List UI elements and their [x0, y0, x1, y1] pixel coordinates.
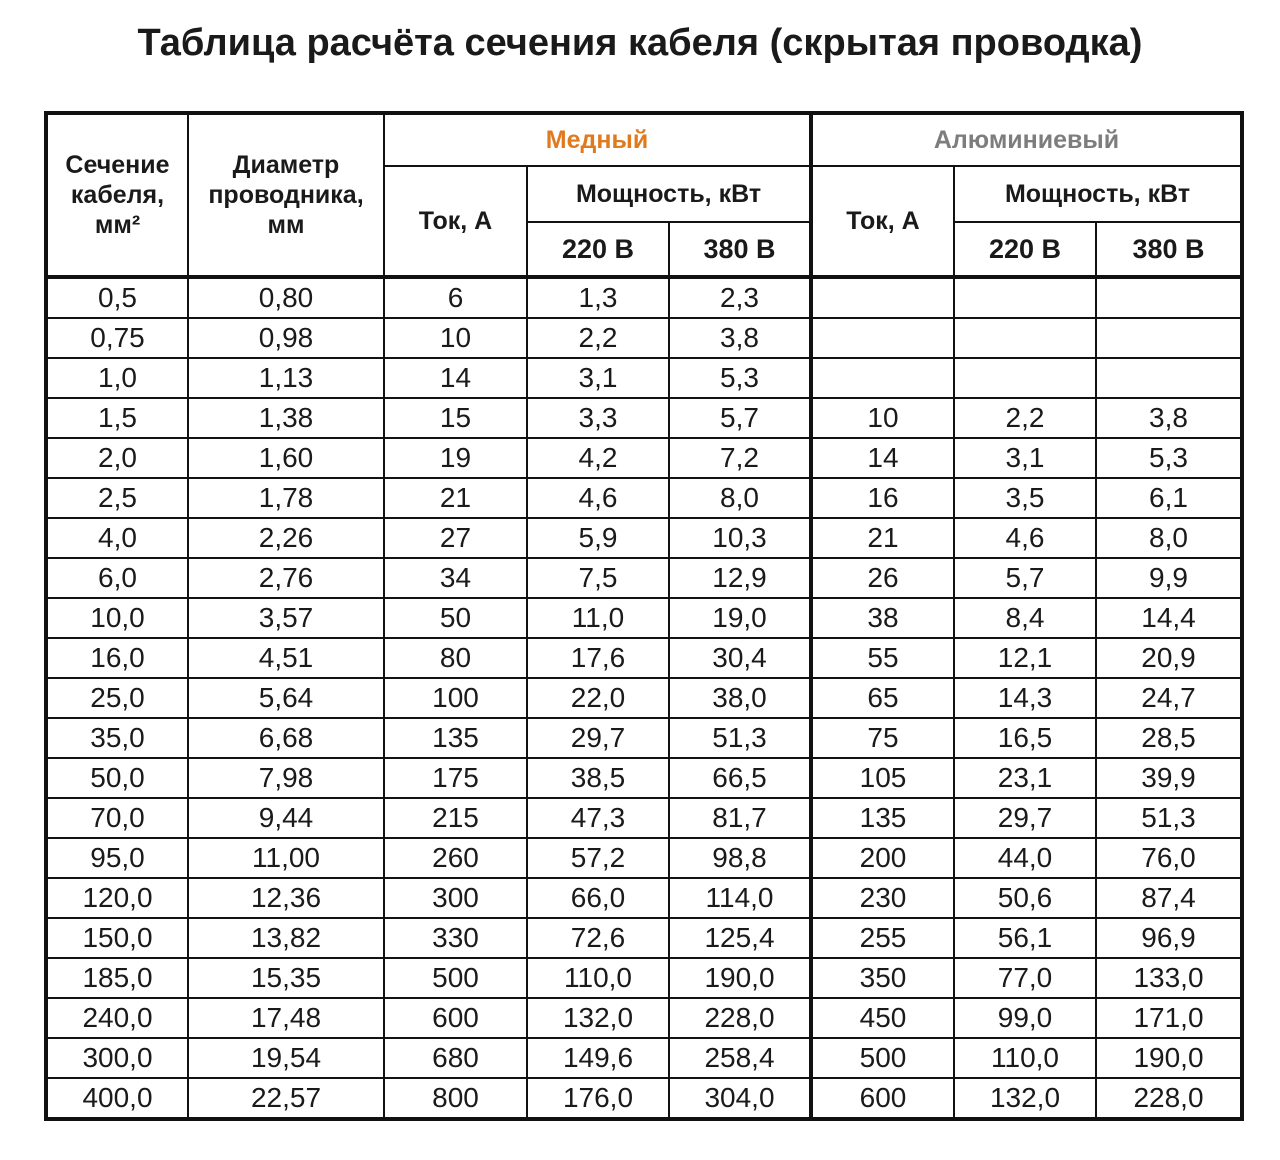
- cell-aluminum-current: 26: [811, 558, 954, 598]
- table-row: [46, 398, 1242, 438]
- cell-diameter: 11,00: [188, 838, 384, 878]
- cell-section: 240,0: [46, 998, 188, 1038]
- cell-copper-380v: 30,4: [669, 638, 811, 678]
- cell-copper-380v: 19,0: [669, 598, 811, 638]
- cell-section: 4,0: [46, 518, 188, 558]
- header-aluminum: Алюминиевый: [811, 113, 1242, 166]
- table-body: [46, 277, 1242, 1119]
- cell-copper-380v: 5,7: [669, 398, 811, 438]
- cell-aluminum-380v: 87,4: [1096, 878, 1242, 918]
- cell-aluminum-220v: 4,6: [954, 518, 1096, 558]
- cell-aluminum-380v: 39,9: [1096, 758, 1242, 798]
- cell-copper-current: 175: [384, 758, 527, 798]
- header-diameter-line1: Диаметр: [232, 151, 340, 179]
- table-row: [46, 358, 1242, 398]
- cell-aluminum-current: [811, 277, 954, 318]
- cell-aluminum-current: 600: [811, 1078, 954, 1119]
- cell-copper-current: 680: [384, 1038, 527, 1078]
- table-row: [46, 277, 1242, 318]
- cell-copper-220v: 176,0: [527, 1078, 669, 1119]
- cell-copper-380v: 98,8: [669, 838, 811, 878]
- cell-copper-220v: 72,6: [527, 918, 669, 958]
- cell-aluminum-380v: 96,9: [1096, 918, 1242, 958]
- cell-diameter: 12,36: [188, 878, 384, 918]
- cell-diameter: 19,54: [188, 1038, 384, 1078]
- header-copper-power: Мощность, кВт: [527, 166, 811, 222]
- cell-copper-current: 10: [384, 318, 527, 358]
- table-row: [46, 1078, 1242, 1119]
- cell-copper-380v: 51,3: [669, 718, 811, 758]
- cell-diameter: 2,26: [188, 518, 384, 558]
- cell-aluminum-current: [811, 358, 954, 398]
- cell-aluminum-220v: 110,0: [954, 1038, 1096, 1078]
- cell-copper-current: 19: [384, 438, 527, 478]
- cell-aluminum-380v: 9,9: [1096, 558, 1242, 598]
- cell-section: 120,0: [46, 878, 188, 918]
- cell-aluminum-380v: 133,0: [1096, 958, 1242, 998]
- cell-aluminum-current: 16: [811, 478, 954, 518]
- cell-copper-current: 27: [384, 518, 527, 558]
- cell-copper-current: 600: [384, 998, 527, 1038]
- cell-section: 0,75: [46, 318, 188, 358]
- cell-aluminum-current: 450: [811, 998, 954, 1038]
- cell-diameter: 0,98: [188, 318, 384, 358]
- cell-section: 1,5: [46, 398, 188, 438]
- cell-aluminum-380v: 228,0: [1096, 1078, 1242, 1119]
- cell-aluminum-220v: 5,7: [954, 558, 1096, 598]
- cell-copper-220v: 11,0: [527, 598, 669, 638]
- cell-copper-220v: 47,3: [527, 798, 669, 838]
- cell-copper-380v: 81,7: [669, 798, 811, 838]
- cell-section: 50,0: [46, 758, 188, 798]
- table-row: [46, 918, 1242, 958]
- cell-aluminum-220v: 3,1: [954, 438, 1096, 478]
- cell-copper-220v: 110,0: [527, 958, 669, 998]
- cell-copper-current: 500: [384, 958, 527, 998]
- cell-copper-380v: 5,3: [669, 358, 811, 398]
- cell-aluminum-220v: [954, 277, 1096, 318]
- table-header: [46, 113, 1242, 277]
- cell-copper-380v: 7,2: [669, 438, 811, 478]
- cell-diameter: 15,35: [188, 958, 384, 998]
- cell-aluminum-current: 55: [811, 638, 954, 678]
- header-section-line1: Сечение: [65, 151, 170, 179]
- cell-copper-current: 80: [384, 638, 527, 678]
- cell-aluminum-380v: 6,1: [1096, 478, 1242, 518]
- table-row: [46, 598, 1242, 638]
- cell-aluminum-380v: 24,7: [1096, 678, 1242, 718]
- header-aluminum-current: Ток, А: [811, 166, 954, 277]
- cell-aluminum-220v: 29,7: [954, 798, 1096, 838]
- cell-copper-220v: 5,9: [527, 518, 669, 558]
- table-row: [46, 478, 1242, 518]
- cell-aluminum-current: 105: [811, 758, 954, 798]
- cell-section: 1,0: [46, 358, 188, 398]
- cell-copper-220v: 3,1: [527, 358, 669, 398]
- cell-copper-220v: 66,0: [527, 878, 669, 918]
- cell-aluminum-220v: 2,2: [954, 398, 1096, 438]
- header-diameter-line2: проводника,: [208, 181, 364, 209]
- cell-aluminum-220v: 50,6: [954, 878, 1096, 918]
- cell-copper-current: 100: [384, 678, 527, 718]
- table-row: [46, 638, 1242, 678]
- cell-copper-current: 34: [384, 558, 527, 598]
- cell-copper-220v: 38,5: [527, 758, 669, 798]
- cell-aluminum-220v: 3,5: [954, 478, 1096, 518]
- cell-copper-220v: 29,7: [527, 718, 669, 758]
- cell-diameter: 17,48: [188, 998, 384, 1038]
- cell-aluminum-220v: 132,0: [954, 1078, 1096, 1119]
- cell-aluminum-380v: 76,0: [1096, 838, 1242, 878]
- cell-diameter: 1,38: [188, 398, 384, 438]
- cell-section: 0,5: [46, 277, 188, 318]
- cell-diameter: 5,64: [188, 678, 384, 718]
- cell-copper-220v: 1,3: [527, 277, 669, 318]
- cell-copper-220v: 22,0: [527, 678, 669, 718]
- cell-copper-220v: 2,2: [527, 318, 669, 358]
- table-row: [46, 958, 1242, 998]
- cell-copper-380v: 38,0: [669, 678, 811, 718]
- cell-copper-current: 21: [384, 478, 527, 518]
- cell-aluminum-220v: 44,0: [954, 838, 1096, 878]
- cell-copper-380v: 10,3: [669, 518, 811, 558]
- cell-diameter: 2,76: [188, 558, 384, 598]
- cell-aluminum-220v: 8,4: [954, 598, 1096, 638]
- cell-copper-380v: 304,0: [669, 1078, 811, 1119]
- cell-copper-220v: 3,3: [527, 398, 669, 438]
- cell-aluminum-current: 10: [811, 398, 954, 438]
- header-copper-380v: 380 В: [669, 222, 811, 277]
- table-row: [46, 998, 1242, 1038]
- cell-copper-380v: 12,9: [669, 558, 811, 598]
- cell-aluminum-220v: 16,5: [954, 718, 1096, 758]
- header-section: [46, 113, 188, 277]
- cell-aluminum-380v: 51,3: [1096, 798, 1242, 838]
- table-row: [46, 678, 1242, 718]
- cell-diameter: 3,57: [188, 598, 384, 638]
- table-row: [46, 758, 1242, 798]
- cell-aluminum-current: 255: [811, 918, 954, 958]
- cell-copper-380v: 66,5: [669, 758, 811, 798]
- cell-copper-220v: 132,0: [527, 998, 669, 1038]
- cell-section: 185,0: [46, 958, 188, 998]
- cell-aluminum-220v: 23,1: [954, 758, 1096, 798]
- cell-aluminum-380v: 190,0: [1096, 1038, 1242, 1078]
- cell-copper-current: 330: [384, 918, 527, 958]
- cell-copper-380v: 8,0: [669, 478, 811, 518]
- header-diameter: [188, 113, 384, 277]
- cell-aluminum-220v: 14,3: [954, 678, 1096, 718]
- cell-aluminum-220v: 77,0: [954, 958, 1096, 998]
- cell-diameter: 1,60: [188, 438, 384, 478]
- cell-aluminum-380v: [1096, 358, 1242, 398]
- header-copper-220v: 220 В: [527, 222, 669, 277]
- header-diameter-line3: мм: [267, 211, 305, 239]
- table-row: [46, 318, 1242, 358]
- cell-copper-380v: 3,8: [669, 318, 811, 358]
- cell-diameter: 7,98: [188, 758, 384, 798]
- cell-section: 2,5: [46, 478, 188, 518]
- cell-copper-current: 50: [384, 598, 527, 638]
- cell-aluminum-380v: 8,0: [1096, 518, 1242, 558]
- cell-copper-220v: 4,6: [527, 478, 669, 518]
- cell-aluminum-current: 230: [811, 878, 954, 918]
- cell-copper-380v: 190,0: [669, 958, 811, 998]
- cell-aluminum-380v: 5,3: [1096, 438, 1242, 478]
- table-row: [46, 558, 1242, 598]
- cell-section: 6,0: [46, 558, 188, 598]
- cell-copper-current: 15: [384, 398, 527, 438]
- cell-aluminum-current: 350: [811, 958, 954, 998]
- cell-aluminum-380v: 28,5: [1096, 718, 1242, 758]
- cell-aluminum-current: 38: [811, 598, 954, 638]
- cell-section: 25,0: [46, 678, 188, 718]
- cell-copper-current: 800: [384, 1078, 527, 1119]
- cell-section: 300,0: [46, 1038, 188, 1078]
- table-row: [46, 798, 1242, 838]
- table-row: [46, 718, 1242, 758]
- cell-aluminum-380v: 14,4: [1096, 598, 1242, 638]
- header-section-line3: мм²: [94, 211, 141, 239]
- table-row: [46, 1038, 1242, 1078]
- cell-aluminum-current: [811, 318, 954, 358]
- header-section-line2: кабеля,: [70, 181, 165, 209]
- cell-copper-380v: 2,3: [669, 277, 811, 318]
- cell-section: 150,0: [46, 918, 188, 958]
- header-aluminum-380v: 380 В: [1096, 222, 1242, 277]
- cell-diameter: 9,44: [188, 798, 384, 838]
- header-aluminum-power: Мощность, кВт: [954, 166, 1242, 222]
- cell-aluminum-380v: 20,9: [1096, 638, 1242, 678]
- cell-aluminum-380v: [1096, 318, 1242, 358]
- cell-aluminum-380v: 3,8: [1096, 398, 1242, 438]
- cell-aluminum-380v: 171,0: [1096, 998, 1242, 1038]
- cell-copper-220v: 4,2: [527, 438, 669, 478]
- table-row: [46, 438, 1242, 478]
- table-row: [46, 518, 1242, 558]
- cell-aluminum-current: 21: [811, 518, 954, 558]
- cell-copper-380v: 258,4: [669, 1038, 811, 1078]
- cell-copper-220v: 149,6: [527, 1038, 669, 1078]
- cell-section: 10,0: [46, 598, 188, 638]
- cell-aluminum-220v: [954, 318, 1096, 358]
- cell-copper-current: 215: [384, 798, 527, 838]
- cell-section: 16,0: [46, 638, 188, 678]
- cell-aluminum-current: 500: [811, 1038, 954, 1078]
- cell-diameter: 6,68: [188, 718, 384, 758]
- cell-aluminum-220v: 12,1: [954, 638, 1096, 678]
- cell-copper-current: 14: [384, 358, 527, 398]
- cell-copper-220v: 17,6: [527, 638, 669, 678]
- cell-copper-current: 6: [384, 277, 527, 318]
- cell-section: 95,0: [46, 838, 188, 878]
- cell-aluminum-current: 14: [811, 438, 954, 478]
- cell-aluminum-current: 75: [811, 718, 954, 758]
- cell-aluminum-380v: [1096, 277, 1242, 318]
- cell-copper-380v: 125,4: [669, 918, 811, 958]
- header-copper-current: Ток, А: [384, 166, 527, 277]
- cell-copper-380v: 228,0: [669, 998, 811, 1038]
- cell-copper-current: 135: [384, 718, 527, 758]
- cell-aluminum-current: 200: [811, 838, 954, 878]
- table-row: [46, 838, 1242, 878]
- cell-diameter: 13,82: [188, 918, 384, 958]
- cell-diameter: 0,80: [188, 277, 384, 318]
- table-row: [46, 878, 1242, 918]
- cell-copper-current: 260: [384, 838, 527, 878]
- cell-diameter: 22,57: [188, 1078, 384, 1119]
- cell-diameter: 1,13: [188, 358, 384, 398]
- cell-aluminum-current: 65: [811, 678, 954, 718]
- cell-aluminum-220v: [954, 358, 1096, 398]
- cell-copper-current: 300: [384, 878, 527, 918]
- cell-section: 35,0: [46, 718, 188, 758]
- cable-section-table: [44, 111, 1244, 1121]
- cell-copper-380v: 114,0: [669, 878, 811, 918]
- cell-aluminum-220v: 56,1: [954, 918, 1096, 958]
- page-title: Таблица расчёта сечения кабеля (скрытая проводка): [137, 22, 1143, 64]
- cell-aluminum-current: 135: [811, 798, 954, 838]
- cell-section: 400,0: [46, 1078, 188, 1119]
- header-aluminum-220v: 220 В: [954, 222, 1096, 277]
- cell-section: 2,0: [46, 438, 188, 478]
- cell-diameter: 4,51: [188, 638, 384, 678]
- cell-copper-220v: 57,2: [527, 838, 669, 878]
- cell-copper-220v: 7,5: [527, 558, 669, 598]
- cell-section: 70,0: [46, 798, 188, 838]
- header-copper: Медный: [384, 113, 811, 166]
- cell-diameter: 1,78: [188, 478, 384, 518]
- cell-aluminum-220v: 99,0: [954, 998, 1096, 1038]
